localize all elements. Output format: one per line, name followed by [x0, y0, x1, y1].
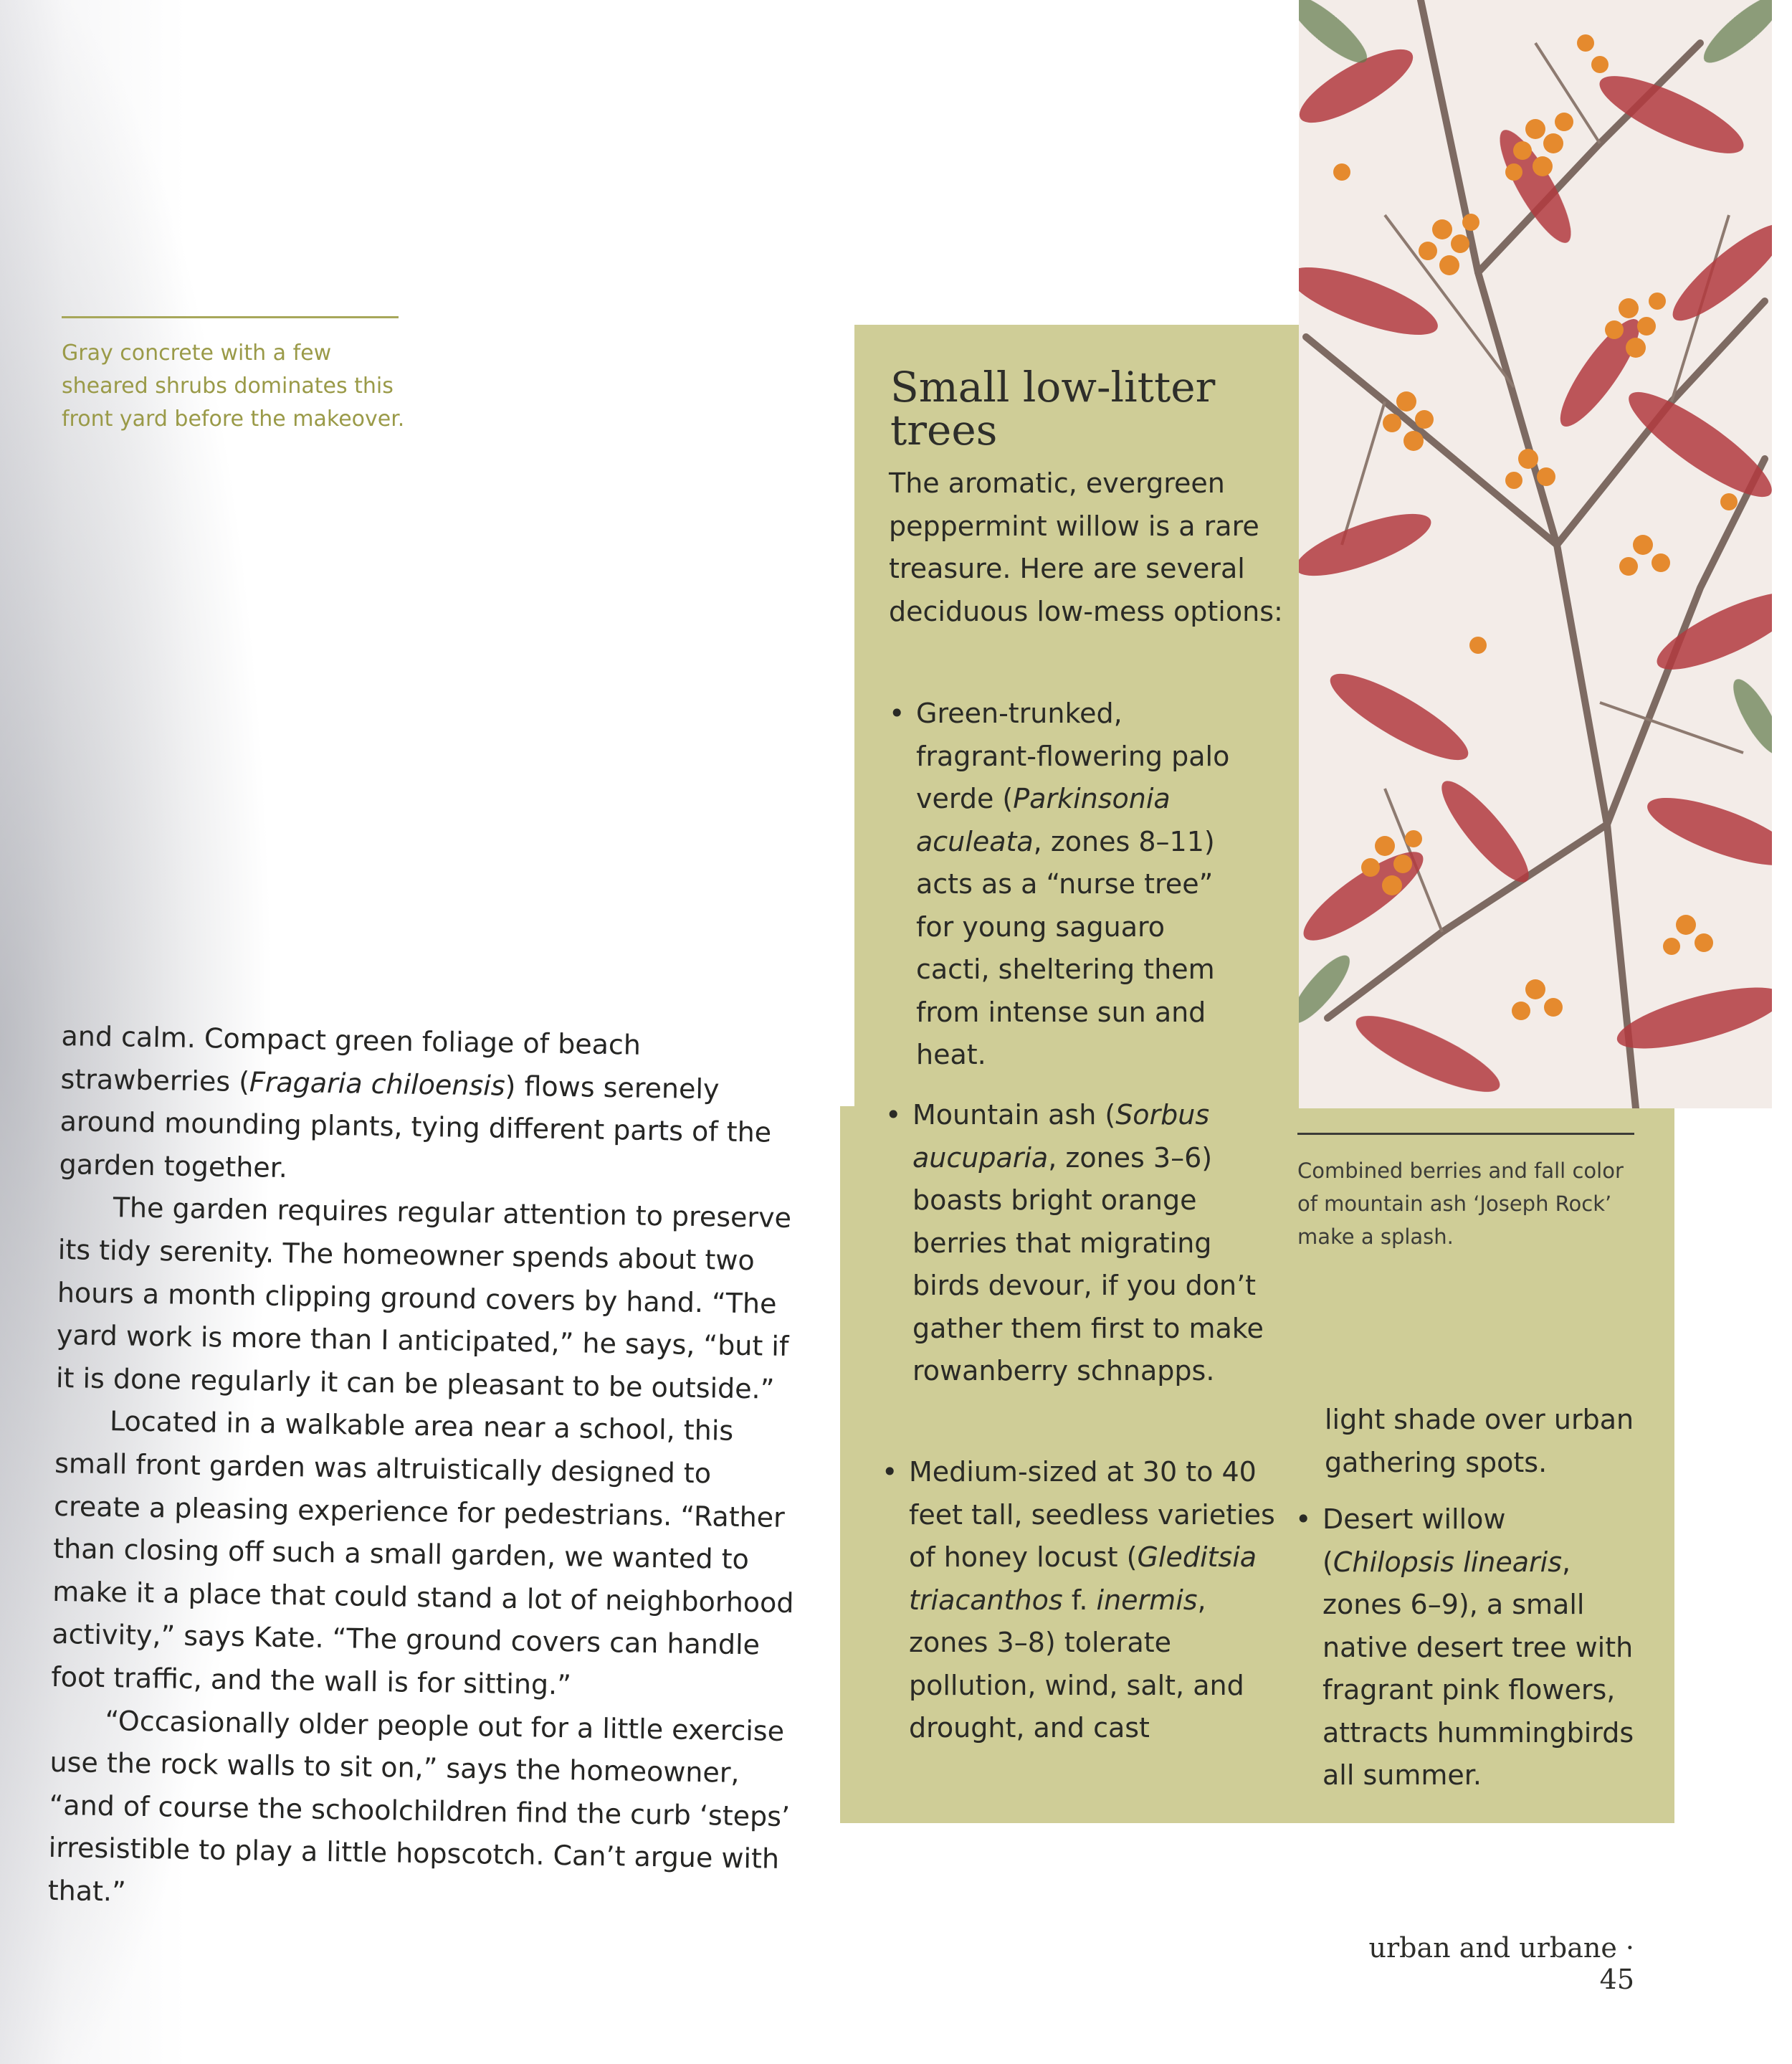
bullet-icon: •	[882, 1456, 898, 1488]
photo-caption-mountain-ash: Combined berries and fall color of mountain ash ‘Joseph Rock’ make a splash.	[1297, 1159, 1624, 1249]
bullet-icon: •	[885, 1099, 902, 1131]
photo-caption-before: Gray concrete with a few sheared shrubs dominates this front yard before the makeover.	[62, 341, 405, 432]
bullet-icon: •	[1295, 1503, 1312, 1535]
body-paragraph: “Occasionally older people out for a little exercise use the rock walls to sit on,” says the homeowner, “and of course the schoolchildren find the curb ‘steps’ irresistible to play a little hopscotch. Can’t argue with that.”	[47, 1704, 791, 1908]
body-text	[47, 1015, 811, 1924]
sidebar-intro: The aromatic, evergreen peppermint willow is a rare treasure. Here are several deciduous low-mess options:	[889, 467, 1283, 627]
page-folio: urban and urbane · 45	[1368, 1932, 1634, 1995]
sidebar-bullet-item: • Mountain ash (Sorbus aucuparia, zones 3–6) boasts bright orange berries that migrating birds devour, if you don’t gather them first to make rowanberry schnapps.	[912, 1094, 1271, 1393]
caption-rule	[1297, 1133, 1634, 1135]
caption-rule	[62, 316, 399, 318]
bullet-icon: •	[889, 698, 905, 729]
sidebar-bullet-item: • Medium-sized at 30 to 40 feet tall, seedless varieties of honey locust (Gleditsia triacanthos f. inermis, zones 3–8) tolerate pollution, wind, salt, and drought, and cast	[909, 1451, 1282, 1750]
sidebar-bullet-continuation: light shade over urban gathering spots.	[1325, 1404, 1634, 1478]
sidebar-bullet-item: • Desert willow (Chilopsis linearis, zones 6–9), a small native desert tree with fragrant pink flowers, attracts hummingbirds all summer.	[1322, 1498, 1638, 1797]
mountain-ash-photo	[1299, 0, 1772, 1108]
body-paragraph: Located in a walkable area near a school, this small front garden was altruistically designed to create a pleasing experience for pedestrians. “Rather than closing off such a small garden, we wanted to make it a place that could stand a lot of neighborhood activity,” says Kate. “The ground covers can handle foot traffic, and the wall is for sitting.”	[51, 1405, 794, 1701]
body-paragraph: and calm. Compact green foliage of beach strawberries (Fragaria chiloensis) flows serenely around mounding plants, tying different parts of the garden together.	[59, 1019, 772, 1184]
body-paragraph: The garden requires regular attention to preserve its tidy serenity. The homeowner spends about two hours a month clipping ground covers by hand. “The yard work is more than I anticipated,” he says, “but if it is done regularly it can be pleasant to be outside.”	[55, 1192, 792, 1405]
sidebar-title: Small low-litter trees	[890, 363, 1216, 455]
species-name: Fragaria chiloensis	[249, 1065, 505, 1102]
sidebar-bullet-item: • Green-trunked, fragrant-flowering palo verde (Parkinsonia aculeata, zones 8–11) acts as a “nurse tree” for young saguaro cacti, sheltering them from intense sun and heat.	[916, 693, 1246, 1077]
